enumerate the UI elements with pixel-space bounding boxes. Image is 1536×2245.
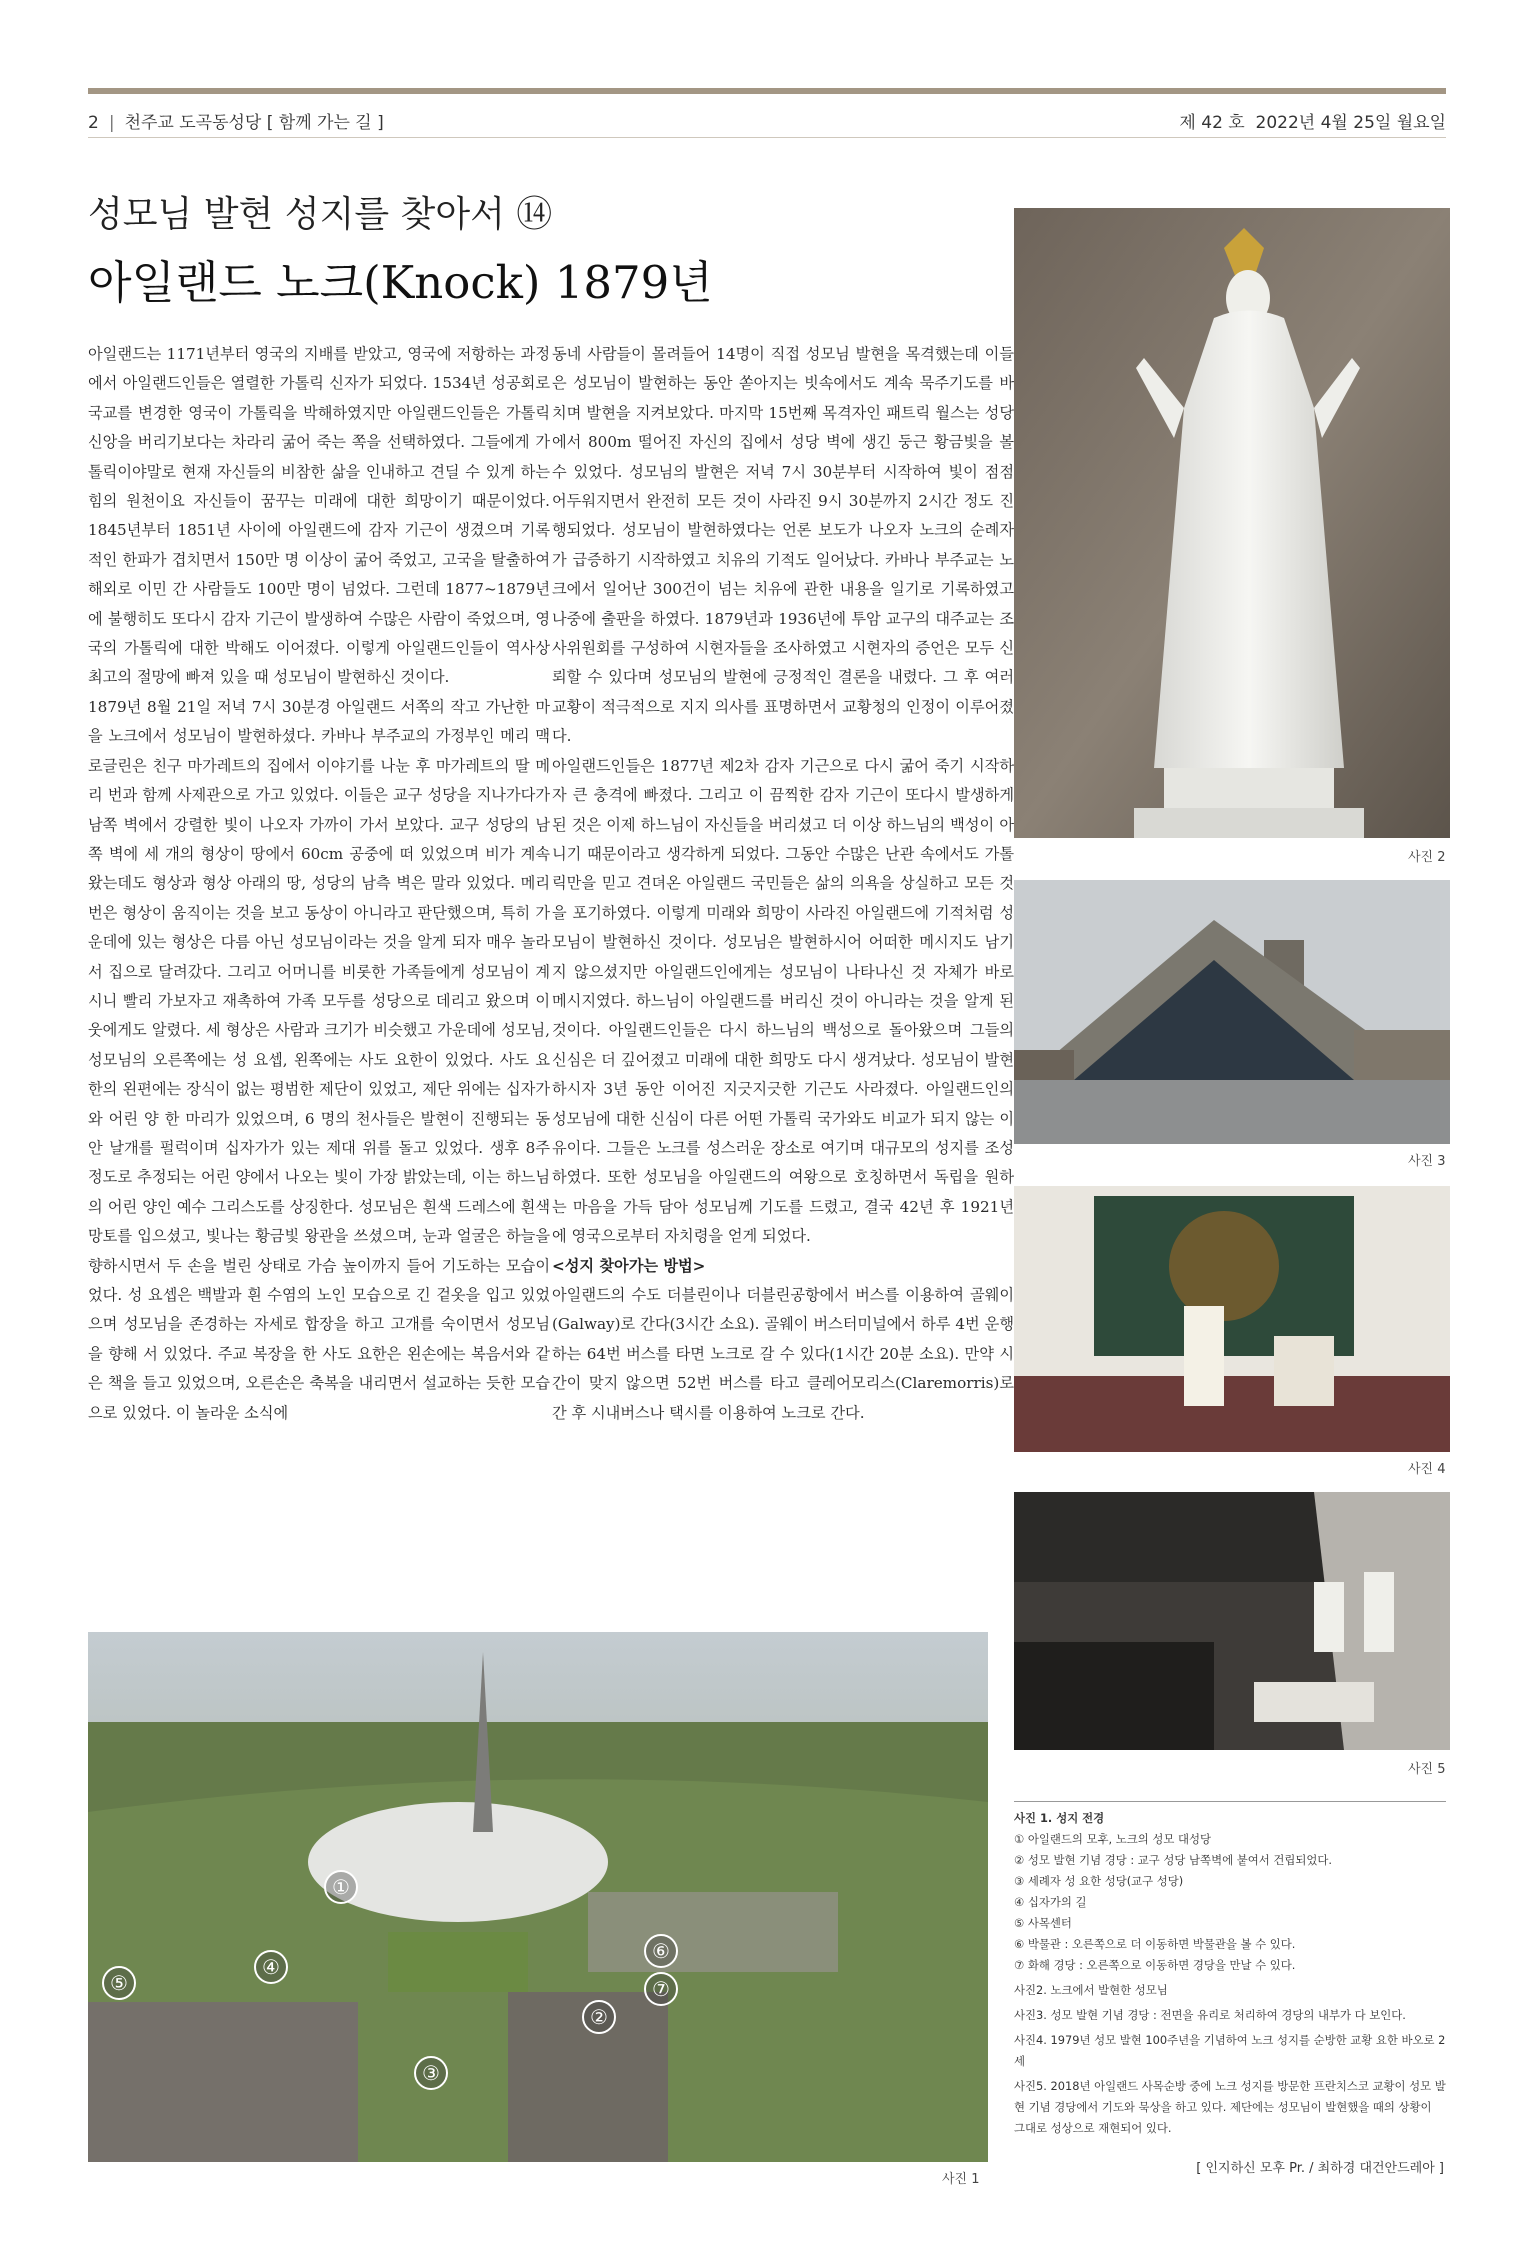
marker-5: ⑤ [102, 1966, 136, 2000]
legend-rule [1014, 1801, 1446, 1802]
series-title: 성모님 발현 성지를 찾아서 ⑭ [88, 194, 553, 235]
legend-entry-2: 사진2. 노크에서 발현한 성모님 [1014, 1983, 1168, 1997]
top-accent-bar [88, 88, 1446, 94]
photo-pope-prayer [1014, 1492, 1450, 1750]
paragraph: 동네 사람들이 몰려들어 14명이 직접 성모님 발현을 목격했는데 이들은 성모님이 발현하는 동안 쏟아지는 빗속에서도 계속 묵주기도를 바치며 발현을 지켜보았다. 마지막 15번째 목격자인 패트릭 월스는 성당에서 800m 떨어진 자신의 집에서 성당 벽에 생긴 둥근 황금빛을 볼 수 있었다. 성모님의 발현은 저녁 7시 30분부터 시작하여 빛이 점점 어두워지면서 완전히 모든 것이 사라진 9시 30분까지 2시간 정도 진행되었다. 성모님이 발현하였다는 언론 보도가 나오자 노크의 순례자가 급증하기 시작하였고 치유의 기적도 일어났다. 카바나 부주교는 노크에서 일어난 300건이 넘는 치유에 관한 내용을 일기로 기록하였고 나중에 출판을 하였다. 1879년과 1936년에 투암 교구의 대주교는 조사위원회를 구성하여 시현자들을 조사하였고 시현자의 증언은 모두 신뢰할 수 있다며 성모님의 발현에 긍정적인 결론을 내렸다. 그 후 여러 교황이 적극적으로 지지 의사를 표명하면서 교황청의 인정이 이루어졌다. [552, 345, 1014, 746]
header-rule [88, 137, 1446, 138]
photo-caption: 사진 4 [1408, 1462, 1446, 1477]
body-column-2 [552, 340, 1014, 1428]
paper-name: 천주교 도곡동성당 [124, 113, 262, 133]
page-number: 2 [88, 113, 99, 133]
legend-item: ⑥ 박물관 : 오른쪽으로 더 이동하면 박물관을 볼 수 있다. [1014, 1937, 1296, 1951]
legend-item: ⑤ 사목센터 [1014, 1916, 1072, 1930]
legend-entry-4: 사진4. 1979년 성모 발현 100주년을 기념하여 노크 성지를 순방한 교황 요한 바오로 2세 [1014, 2033, 1446, 2068]
section-name: [ 함께 가는 길 ] [266, 113, 384, 133]
legend-entry-5: 사진5. 2018년 아일랜드 사목순방 중에 노크 성지를 방문한 프란치스코 교황이 성모 발현 기념 경당에서 기도와 묵상을 하고 있다. 제단에는 성모님이 발현했을 때의 상황이 그대로 성상으로 재현되어 있다. [1014, 2079, 1446, 2135]
photo-caption: 사진 3 [1408, 1154, 1446, 1169]
paragraph: 아일랜드는 1171년부터 영국의 지배를 받았고, 영국에 저항하는 과정에서 아일랜드인들은 열렬한 가톨릭 신자가 되었다. 1534년 성공회로 국교를 변경한 영국이 가톨릭을 박해하였지만 아일랜드인들은 가톨릭 신앙을 버리기보다는 차라리 굶어 죽는 쪽을 선택하였다. 그들에게 가톨릭이야말로 현재 자신들의 비참한 삶을 인내하고 견딜 수 있게 하는 힘의 원천이요 자신들이 꿈꾸는 미래에 대한 희망이기 때문이었다. 1845년부터 1851년 사이에 아일랜드에 감자 기근이 생겼으며 기록적인 한파가 겹치면서 150만 명 이상이 굶어 죽었고, 고국을 탈출하여 해외로 이민 간 사람들도 100만 명이 넘었다. 그런데 1877~1879년에 불행히도 또다시 감자 기근이 발생하여 수많은 사람이 죽었으며, 영국의 가톨릭에 대한 박해도 이어졌다. 이렇게 아일랜드인들이 역사상 최고의 절망에 빠져 있을 때 성모님이 발현하신 것이다. [88, 345, 550, 687]
photo-statue [1014, 208, 1450, 838]
marker-1: ① [324, 1870, 358, 1904]
legend-item: ① 아일랜드의 모후, 노크의 성모 대성당 [1014, 1832, 1211, 1846]
paragraph: 1879년 8월 21일 저녁 7시 30분경 아일랜드 서쪽의 작고 가난한 마을 노크에서 성모님이 발현하셨다. 카바나 부주교의 가정부인 메리 맥로글린은 친구 마가레트의 집에서 이야기를 나눈 후 마가레트의 딸 메리 번과 함께 사제관으로 가고 있었다. 이들은 교구 성당을 지나가다가 남쪽 벽에서 강렬한 빛이 나오자 가까이 가서 보았다. 교구 성당의 남쪽 벽에 세 개의 형상이 땅에서 60cm 공중에 떠 있었으며 비가 계속 왔는데도 형상과 형상 아래의 땅, 성당의 남측 벽은 말라 있었다. 메리 번은 형상이 움직이는 것을 보고 동상이 아니라고 판단했으며, 특히 가운데에 있는 형상은 다름 아닌 성모님이라는 것을 알게 되자 매우 놀라서 집으로 달려갔다. 그리고 어머니를 비롯한 가족들에게 성모님이 계시니 빨리 가보자고 재촉하여 가족 모두를 성당으로 데리고 왔으며 이웃에게도 알렸다. 세 형상은 사람과 크기가 비슷했고 가운데에 성모님, 성모님의 오른쪽에는 성 요셉, 왼쪽에는 사도 요한이 있었다. 사도 요한의 왼편에는 장식이 없는 평범한 제단이 있었고, 제단 위에는 십자가와 어린 양 한 마리가 있었으며, 6 명의 천사들은 발현이 진행되는 동안 날개를 펄럭이며 십자가가 있는 제대 위를 돌고 있었다. 생후 8주 정도로 추정되는 어린 양에서 나오는 빛이 가장 밝았는데, 이는 하느님의 어린 양인 예수 그리스도를 상징한다. 성모님은 흰색 드레스에 흰색 망토를 입으셨고, 빛나는 황금빛 왕관을 쓰셨으며, 눈과 얼굴은 하늘을 향하시면서 두 손을 벌린 상태로 가슴 높이까지 들어 기도하는 모습이었다. 성 요셉은 백발과 흰 수염의 노인 모습으로 긴 겉옷을 입고 있었으며 성모님을 존경하는 자세로 합장을 하고 고개를 숙이면서 성모님을 향해 서 있었다. 주교 복장을 한 사도 요한은 왼손에는 복음서와 같은 책을 들고 있었으며, 오른손은 축복을 내리면서 설교하는 듯한 모습으로 있었다. 이 놀라운 소식에 [88, 697, 550, 1422]
photo-aerial-shrine [88, 1632, 988, 2162]
article-title: 아일랜드 노크(Knock) 1879년 [88, 256, 713, 309]
page-header-right [1179, 108, 1446, 133]
issue-date: 2022년 4월 25일 월요일 [1255, 113, 1446, 133]
author-credit: [ 인지하신 모후 Pr. / 최하경 대건안드레아 ] [1196, 2161, 1444, 2176]
marker-7: ⑦ [644, 1972, 678, 2006]
body-column-1 [88, 340, 550, 1428]
photo-caption: 사진 5 [1408, 1762, 1446, 1777]
paragraph: 아일랜드인들은 1877년 제2차 감자 기근으로 다시 굶어 죽기 시작하자 큰 충격에 빠졌다. 그리고 이 끔찍한 감자 기근이 또다시 발생하게 된 것은 이제 하느님이 자신들을 버리셨고 더 이상 하느님의 백성이 아니기 때문이라고 생각하게 되었다. 그동안 수많은 난관 속에서도 가톨릭만을 믿고 견뎌온 아일랜드 국민들은 삶의 의욕을 상실하고 모든 것을 포기하였다. 이렇게 미래와 희망이 사라진 아일랜드에 기적처럼 성모님이 발현하신 것이다. 성모님은 발현하시어 어떠한 메시지도 남기지 않으셨지만 아일랜드인에게는 성모님이 나타나신 것 자체가 바로 메시지였다. 하느님이 아일랜드를 버리신 것이 아니라는 것을 알게 된 것이다. 아일랜드인들은 다시 하느님의 백성으로 돌아왔으며 그들의 신심은 더 깊어졌고 미래에 대한 희망도 다시 생겨났다. 성모님이 발현하시자 3년 동안 이어진 지긋지긋한 기근도 사라졌다. 아일랜드인의 성모님에 대한 신심이 다른 어떤 가톨릭 국가와도 비교가 되지 않는 이유이다. 그들은 노크를 성스러운 장소로 여기며 대규모의 성지를 조성하였다. 또한 성모님을 아일랜드의 여왕으로 호칭하면서 독립을 원하는 마음을 가득 담아 성모님께 기도를 드렸고, 결국 42년 후 1921년에 영국으로부터 자치령을 얻게 되었다. [552, 756, 1014, 1246]
directions-heading: <성지 찾아가는 방법> [552, 1256, 706, 1275]
photo-caption: 사진 1 [942, 2172, 980, 2187]
paragraph: 아일랜드의 수도 더블린이나 더블린공항에서 버스를 이용하여 골웨이(Galway)로 간다(3시간 소요). 골웨이 버스터미널에서 하루 4번 운행하는 64번 버스를 타면 노크로 갈 수 있다(1시간 20분 소요). 만약 시간이 맞지 않으면 52번 버스를 타고 클레어모리스(Claremorris)로 간 후 시내버스나 택시를 이용하여 노크로 간다. [552, 1286, 1014, 1422]
legend-entry-3: 사진3. 성모 발현 기념 경당 : 전면을 유리로 처리하여 경당의 내부가 다 보인다. [1014, 2008, 1406, 2022]
page-header-left: 2 | 천주교 도곡동성당 [ 함께 가는 길 ] [88, 113, 384, 133]
legend-title-1: 사진 1. 성지 전경 [1014, 1811, 1105, 1825]
photo-legend [1014, 1808, 1446, 2139]
legend-item: ⑦ 화해 경당 : 오른쪽으로 이동하면 경당을 만날 수 있다. [1014, 1958, 1296, 1972]
issue-number: 제 42 호 [1179, 113, 1245, 133]
marker-3: ③ [414, 2056, 448, 2090]
photo-chapel-exterior [1014, 880, 1450, 1144]
legend-item: ③ 세례자 성 요한 성당(교구 성당) [1014, 1874, 1184, 1888]
photo-caption: 사진 2 [1408, 850, 1446, 865]
legend-item: ② 성모 발현 기념 경당 : 교구 성당 남쪽벽에 붙여서 건립되었다. [1014, 1853, 1332, 1867]
legend-item: ④ 십자가의 길 [1014, 1895, 1087, 1909]
marker-4: ④ [254, 1950, 288, 1984]
photo-papal-ceremony [1014, 1186, 1450, 1452]
marker-2: ② [582, 2000, 616, 2034]
marker-6: ⑥ [644, 1934, 678, 1968]
